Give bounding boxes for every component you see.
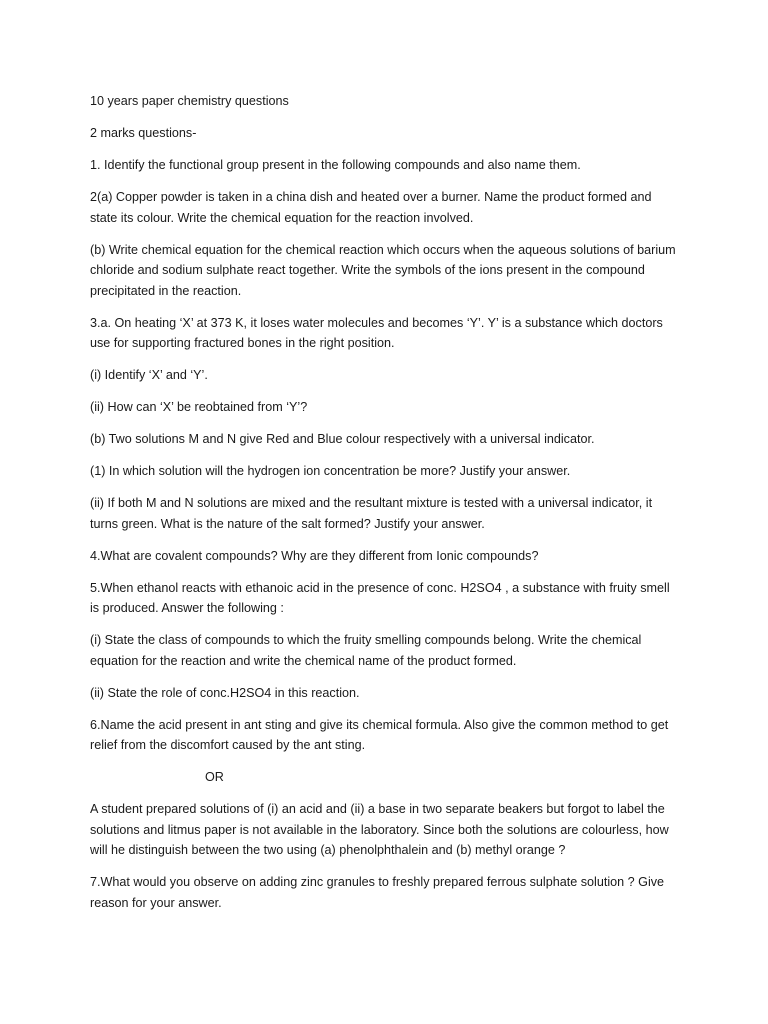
question-6-alternative: A student prepared solutions of (i) an acid and (ii) a base in two separate beakers but forgot to label the solutions and litmus paper is not available in the laboratory. Since both the solutions are colourless, how will he distinguish between the two using (a) phenolphthalein and (b) methyl orange ? (90, 802, 669, 857)
question-3b-ii: (ii) If both M and N solutions are mixed and the resultant mixture is tested with a universal indicator, it turns green. What is the nature of the salt formed? Justify your answer. (90, 496, 653, 531)
document-title: 10 years paper chemistry questions (90, 94, 289, 108)
question-3a-i: (i) Identify ‘X’ and ‘Y’. (90, 368, 208, 382)
question-4: 4.What are covalent compounds? Why are they different from Ionic compounds? (90, 548, 539, 563)
document-body (90, 91, 680, 925)
question-2a: 2(a) Copper powder is taken in a china dish and heated over a burner. Name the product formed and state its colour. Write the chemical equation for the reaction involved. (90, 190, 652, 225)
question-5: 5.When ethanol reacts with ethanoic acid in the presence of conc. H2SO4 , a substance with fruity smell is produced. Answer the following : (90, 580, 670, 615)
question-3a-ii: (ii) How can ‘X’ be reobtained from ‘Y’? (90, 400, 308, 414)
question-1: 1. Identify the functional group present in the following compounds and also name them. (90, 158, 581, 172)
question-5-ii: (ii) State the role of conc.H2SO4 in this reaction. (90, 685, 360, 700)
question-2b: (b) Write chemical equation for the chemical reaction which occurs when the aqueous solutions of barium chloride and sodium sulphate react together. Write the symbols of the ions present in the compound precipitated in the reaction. (90, 242, 676, 298)
question-3b: (b) Two solutions M and N give Red and Blue colour respectively with a universal indicator. (90, 432, 595, 446)
question-7: 7.What would you observe on adding zinc granules to freshly prepared ferrous sulphate solution ? Give reason for your answer. (90, 875, 665, 910)
question-6: 6.Name the acid present in ant sting and give its chemical formula. Also give the common method to get relief from the discomfort caused by the ant sting. (90, 717, 669, 752)
or-separator: OR (205, 770, 224, 784)
section-heading: 2 marks questions- (90, 126, 197, 140)
question-3b-1: (1) In which solution will the hydrogen ion concentration be more? Justify your answer. (90, 464, 571, 478)
question-5-i: (i) State the class of compounds to which the fruity smelling compounds belong. Write the chemical equation for the reaction and write the chemical name of the product formed. (90, 633, 642, 668)
question-3a: 3.a. On heating ‘X’ at 373 K, it loses water molecules and becomes ‘Y’. Y’ is a substance which doctors use for supporting fractured bones in the right position. (90, 315, 663, 350)
